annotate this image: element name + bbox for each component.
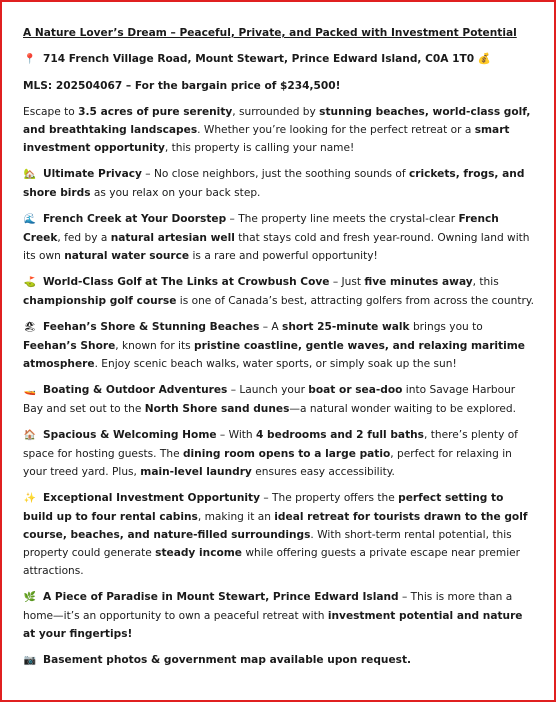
beach-icon: 🏖 (23, 322, 37, 333)
feature-paragraph (23, 165, 535, 202)
body-text: that stays cold and fresh year-round. Owning land with its own (23, 232, 530, 262)
bold-text: Exceptional Investment Opportunity (43, 492, 260, 504)
body-text: – The property line meets the crystal-clear (226, 213, 459, 225)
body-text: – The property offers the (260, 492, 399, 504)
body-text: – A (259, 321, 283, 333)
feature-paragraph (23, 318, 535, 373)
bold-text: World-Class Golf at The Links at Crowbush Cove (43, 276, 330, 288)
bold-text: investment potential and nature at your fingertips! (23, 610, 523, 640)
feature-paragraph (23, 426, 535, 481)
wave-icon: 🌊 (23, 214, 37, 225)
bold-text: natural artesian well (110, 232, 235, 244)
bold-text: short 25-minute walk (282, 321, 410, 333)
listing-document (23, 24, 535, 678)
house-icon: 🏡 (23, 169, 37, 180)
feature-paragraph (23, 381, 535, 418)
body-text: is a rare and powerful opportunity! (189, 250, 378, 262)
bold-text: Feehan’s Shore (23, 340, 116, 352)
bold-text: Feehan’s Shore & Stunning Beaches (43, 321, 260, 333)
body-text: into Savage Harbour Bay and set out to the (23, 384, 516, 415)
bold-text: boat or sea-doo (308, 384, 403, 396)
bold-text: crickets, frogs, and shore birds (23, 168, 525, 199)
body-text: , there’s plenty of space for hosting guests. The (23, 429, 518, 460)
body-text: , fed by a (57, 232, 111, 244)
body-text: – Just (329, 276, 365, 288)
address-line (23, 50, 535, 69)
body-text: , this (472, 276, 499, 288)
bold-text: championship golf course (23, 295, 177, 307)
body-text: —a natural wonder waiting to be explored. (289, 403, 516, 415)
address-text: 714 French Village Road, Mount Stewart, Prince Edward Island, C0A 1T0 (43, 53, 475, 65)
pin-icon: 📍 (23, 54, 37, 65)
bold-text: natural water source (64, 250, 190, 262)
feature-paragraph (23, 210, 535, 265)
body-text: ensures easy accessibility. (251, 466, 395, 478)
bold-text: perfect setting to build up to four rental cabins (23, 492, 504, 523)
body-text: brings you to (409, 321, 483, 333)
bold-text: steady income (155, 547, 242, 559)
body-text: while offering guests a private escape near premier attractions. (23, 547, 521, 577)
body-text: – No close neighbors, just the soothing sounds of (141, 168, 409, 180)
bold-text: 4 bedrooms and 2 full baths (256, 429, 424, 441)
mls-price-line: MLS: 202504067 – For the bargain price of $234,500! (23, 80, 341, 92)
bold-text: Boating & Outdoor Adventures (43, 384, 228, 396)
bold-text: main-level laundry (140, 466, 252, 478)
feature-paragraph (23, 273, 535, 310)
bold-text: A Piece of Paradise in Mount Stewart, Prince Edward Island (43, 591, 399, 603)
leaf-icon: 🌿 (23, 592, 37, 603)
body-text: – Launch your (227, 384, 309, 396)
bold-text: five minutes away (364, 276, 473, 288)
bold-text: French Creek (23, 213, 499, 244)
document-title: A Nature Lover’s Dream – Peaceful, Private, and Packed with Investment Potential (23, 27, 517, 39)
money-bag-icon: 💰 (477, 53, 492, 65)
intro-paragraph (23, 103, 535, 157)
bold-text: ideal retreat for tourists drawn to the golf course, beaches, and nature-filled surroundings (23, 511, 528, 541)
camera-icon: 📷 (23, 655, 37, 666)
feature-paragraph (23, 489, 535, 580)
home-icon: 🏠 (23, 430, 37, 441)
feature-paragraph (23, 651, 535, 670)
bold-text: smart investment opportunity (23, 124, 510, 154)
bold-text: pristine coastline, gentle waves, and relaxing maritime atmosphere (23, 340, 525, 370)
body-text: , perfect for relaxing in your treed yard. Plus, (23, 448, 512, 478)
boat-icon: 🚤 (23, 385, 37, 396)
sparkles-icon: ✨ (23, 493, 37, 504)
golf-icon: ⛳ (23, 277, 37, 288)
bold-text: dining room opens to a large patio (182, 448, 391, 460)
bold-text: 3.5 acres of pure serenity (78, 106, 233, 118)
bold-text: Basement photos & government map available upon request. (43, 654, 412, 666)
bold-text: Spacious & Welcoming Home (43, 429, 217, 441)
bold-text: stunning beaches, world-class golf, and breathtaking landscapes (23, 106, 531, 136)
bold-text: French Creek at Your Doorstep (43, 213, 227, 225)
body-text: . Whether you’re looking for the perfect retreat or a (197, 124, 475, 136)
body-text: , known for its (115, 340, 195, 352)
body-text: – This is more than a home—it’s an opportunity to own a peaceful retreat with (23, 591, 513, 622)
bold-text: North Shore sand dunes (144, 403, 290, 415)
body-text: is one of Canada’s best, attracting golfers from across the country. (176, 295, 534, 307)
body-text: , this property is calling your name! (164, 142, 355, 154)
body-text: , making it an (197, 511, 275, 523)
bold-text: Ultimate Privacy (43, 168, 142, 180)
body-text: . With short-term rental potential, this property could generate (23, 529, 512, 559)
body-text: – With (216, 429, 256, 441)
feature-paragraph (23, 588, 535, 643)
body-text: as you relax on your back step. (90, 187, 261, 199)
body-text: , surrounded by (232, 106, 320, 118)
feature-sections (23, 165, 535, 670)
body-text: . Enjoy scenic beach walks, water sports, or simply soak up the sun! (94, 358, 457, 370)
body-text: Escape to (23, 106, 79, 118)
